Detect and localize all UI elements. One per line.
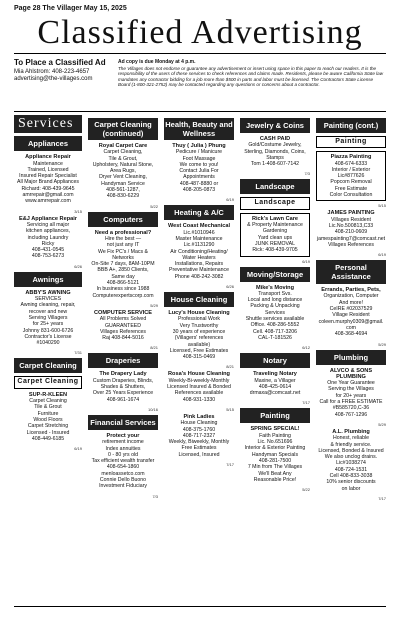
ad-line: House Cleaning — [180, 420, 218, 427]
ad-line: Awning cleaning, repair, — [20, 302, 76, 309]
disclaimer-text: The Villages does not endorse or guarantee any advertisement or insert using space in this paper to reach our readers. It is the responsibility of the users of these services to check references and claims made. Residents, please be aware California State law mandates any contractor bidding for a job more than $500 in parts and labor must be licensed. The Contractors State License Board (1-800-321-2752) may be contacted regarding any questions or concerns about a contractor. — [118, 65, 384, 88]
ad-tag: 5/22 — [302, 487, 310, 493]
column-2 — [88, 115, 158, 605]
ad-line: Handyman Specials — [251, 451, 299, 458]
ad-line: Villages References — [99, 328, 147, 335]
ad-line: Carpet Cleaning — [29, 398, 67, 405]
ad-line: Wood Floors — [33, 416, 63, 423]
section-carpet-cleaning: Carpet Cleaning — [14, 358, 82, 373]
ad-line: Contact Julia For — [179, 168, 219, 175]
ad-line: Licensed, Free Estimates — [169, 347, 229, 354]
ad-line: Water Heaters — [182, 254, 216, 261]
services-heading: Services — [14, 115, 82, 133]
ad-line: & friendly service. — [330, 441, 372, 448]
ad-tag: 5/29 — [378, 421, 386, 427]
ad-line: JAMES PAINTING — [327, 210, 375, 217]
ad-line: 408-210-0609 — [334, 229, 368, 236]
ad-line: 408-561-1287, — [106, 187, 140, 194]
footer-rule — [14, 606, 386, 607]
ad-line: Rick: 408-439-9705 — [252, 247, 298, 254]
ad-line: Licensed, Insured — [178, 451, 220, 458]
ad-line: 408-205-0873 — [182, 187, 216, 194]
ad-line: Stamps — [266, 154, 284, 161]
ad-line: Villages References — [327, 241, 375, 248]
ad-line: amrrepair@gmail.com — [22, 192, 74, 199]
section-house-cleaning: House Cleaning — [164, 292, 234, 307]
ad-line: Cell 408-833-3038 — [329, 472, 373, 479]
ad-line: Rick's Lawn Care — [251, 215, 299, 222]
place-ad-contact: Mia Ahlstrom: 408-223-4657 — [14, 68, 90, 75]
ad-piazza-painting — [316, 151, 386, 201]
ad-line: Village Resident — [332, 312, 370, 319]
ad-line: Color Consultation — [329, 192, 373, 199]
ad-line: 408-431-0545 — [31, 247, 65, 254]
ad-line: Carpet Cleaning, — [103, 149, 143, 156]
ad-tag: 6/26 — [226, 284, 234, 290]
ad-line: Trained, Licensed — [27, 166, 69, 173]
ad-line: We also unclog drains. — [324, 454, 378, 461]
ad-line: menloassetco.com — [101, 470, 145, 477]
ad-line: Reasonable Price! — [253, 476, 297, 483]
ad-line: Pedicure / Manicure — [175, 149, 223, 156]
ad-line: CeIRE #02037529 — [329, 306, 373, 313]
ad-line: Appliance Repair — [25, 154, 71, 161]
ad-line: Lic.#1131290 — [183, 242, 215, 249]
section-painting-continued: Painting (cont.) — [316, 118, 386, 133]
ad-line: Gardening — [262, 228, 288, 235]
ad-james-painting — [316, 210, 386, 248]
ad-line: Hire the best — — [104, 235, 142, 242]
ad-tag: 5/29 — [150, 302, 158, 308]
ad-line: Investment Fiduciary — [99, 483, 147, 490]
ad-rosas-cleaning — [164, 371, 234, 402]
section-appliances: Appliances — [14, 136, 82, 151]
section-awnings: Awnings — [14, 272, 82, 287]
ad-line: Cell. 408-717-3206 — [252, 328, 298, 335]
ad-line: 408-931-1330 — [182, 396, 216, 403]
ad-line: On-Site 7 days, 8AM-10PM — [91, 261, 155, 268]
ad-line: Licensed - Insured — [26, 429, 70, 436]
ad-tag: 8/21 — [150, 345, 158, 351]
ad-tag: 5/15 — [378, 203, 386, 209]
ad-line: COMPUTER SERVICE — [93, 309, 153, 316]
ad-line: Air Conditioning/Heating/ — [170, 248, 228, 255]
ad-line: 408-375-1760 — [182, 426, 216, 433]
ad-line: com — [346, 324, 356, 331]
ad-errands — [316, 287, 386, 337]
ad-line: 7 Min from The Villages — [247, 464, 303, 471]
ad-lucys-cleaning — [164, 310, 234, 360]
ad-line: Weekly-Bi-weekly-Monthly — [168, 377, 230, 384]
ad-line: Transport Svs. — [258, 290, 292, 297]
column-4 — [240, 115, 310, 605]
ad-line: SUP-R-KLEEN — [28, 391, 68, 398]
ad-line: Honest, reliable — [332, 435, 370, 442]
ad-appliance-repair — [14, 154, 82, 204]
ad-line: Thuy ( Julia ) Phung — [172, 143, 226, 149]
ad-line: Same day — [111, 273, 135, 280]
ad-line: One Year Guarantee — [327, 380, 375, 387]
ad-line: Tile & Grout, — [108, 155, 138, 162]
ad-pink-ladies — [164, 414, 234, 458]
ad-line: Mike's Moving — [255, 284, 294, 291]
ad-line: References available — [174, 390, 224, 397]
ad-line: Organization, Computer — [323, 293, 379, 300]
ad-line: We Fix PC's / Macs & — [98, 248, 148, 255]
ad-tag: 6/19 — [378, 252, 386, 258]
place-ad-block — [14, 59, 114, 84]
ad-line: Networks — [112, 254, 134, 261]
ad-line: 408-767-1296 — [334, 411, 368, 418]
ad-line: 408-281-7500 — [258, 457, 292, 464]
ad-line: Serving the Villages — [328, 386, 374, 393]
ad-line: West Coast Mechanical — [167, 223, 231, 230]
ad-line: Packing & Unpacking — [250, 303, 300, 310]
column-3 — [164, 115, 234, 605]
ad-line: #B585720,C-36 — [332, 405, 370, 412]
ad-line: All Major Brand Appliances — [17, 179, 79, 186]
ad-line: Licensed Insured & Bonded — [167, 384, 231, 391]
ad-line: 0 - 80 yrs old — [108, 451, 138, 458]
ad-line: Office. 408-286-5552 — [250, 322, 300, 329]
ad-line: Call for a FREE ESTIMATE — [319, 399, 383, 406]
ad-al-plumbing — [316, 429, 386, 492]
disclaimer — [118, 60, 386, 88]
ad-line: Sterling, Diamonds, Coins, — [244, 148, 306, 155]
ad-line: 408-425-0614 — [258, 383, 292, 390]
ad-line: A.L. Plumbing — [332, 428, 370, 435]
ad-line: Interior / Exterior — [331, 166, 371, 173]
ad-line: #1040290 — [36, 340, 60, 347]
ad-line: including Laundry — [27, 234, 69, 241]
ad-line: And more! — [339, 299, 363, 306]
ad-tag: 3/15 — [74, 208, 82, 214]
ad-line: 408-753-6273 — [31, 253, 65, 260]
ad-line: Yard clean ups — [257, 234, 293, 241]
section-landscape: Landscape — [240, 179, 310, 194]
ad-line: available) — [187, 341, 211, 348]
ad-line: Foot Massage — [182, 155, 216, 162]
ad-line: Errands, Parties, Pets, — [321, 287, 381, 294]
ad-tag: 7/17 — [302, 400, 310, 406]
ad-line: for 25+ years — [32, 321, 64, 328]
ad-retirement-income — [88, 433, 158, 490]
ad-tag: 6/19 — [302, 258, 310, 264]
ad-cash-paid — [240, 136, 310, 167]
section-notary: Notary — [240, 353, 310, 368]
ad-line: 30 years of experience — [172, 328, 226, 335]
ad-line: Lic.No.500813,C33 — [328, 222, 374, 229]
painting-box-heading: Painting — [316, 136, 386, 148]
ad-tag: 6/19 — [74, 446, 82, 452]
ad-tag: 5/22 — [150, 203, 158, 209]
ad-line: ABBY'S AWNING — [25, 289, 71, 296]
ad-line: Custom Draperies, Blinds, — [92, 377, 154, 384]
ad-line: Protect your — [106, 432, 140, 439]
ad-line: Contractor's License — [24, 333, 72, 340]
ad-line: 408-487-8880 or — [179, 180, 219, 187]
ad-line: Maintenance — [33, 160, 63, 167]
ad-tag: 6/12 — [302, 345, 310, 351]
ad-line: In business since 1988 — [96, 286, 150, 293]
title-rule — [14, 53, 386, 54]
section-jewelry-coins: Jewelry & Coins — [240, 118, 310, 133]
ad-line: Tom 1-408-607-7142 — [250, 161, 300, 168]
ad-line: not just any IT — [106, 242, 140, 249]
ad-line: Services — [265, 309, 285, 316]
ad-line: 408-654-1860 — [106, 464, 140, 471]
place-ad-heading: To Place a Classified Ad — [14, 58, 106, 67]
ad-line: Lic#877626 — [337, 173, 365, 180]
ad-line: 408-315-0469 — [182, 354, 216, 361]
ad-line: Appointments — [183, 174, 215, 181]
ad-line: CASH PAID — [259, 136, 291, 142]
ad-traveling-notary — [240, 371, 310, 396]
ad-line: GUARANTEED — [104, 322, 142, 329]
ad-line: Licensed, Bonded & Insured — [318, 447, 384, 454]
ad-tag: 7/3 — [304, 171, 310, 177]
ad-line: Handyman Service — [101, 180, 145, 187]
ad-line: JUNK REMOVAL — [255, 240, 295, 247]
ad-line: Free Estimate — [334, 185, 368, 192]
page-title: Classified Advertising — [37, 14, 363, 51]
ad-abbys-awning — [14, 290, 82, 347]
ad-tag: 10/16 — [147, 406, 158, 412]
ad-line: Shades & Shutters, — [100, 384, 146, 391]
ad-mikes-moving — [240, 285, 310, 342]
ad-line: E&J Appliance Repair — [19, 215, 77, 222]
ad-tag: 5/15 — [226, 406, 234, 412]
ad-tag: 7/31 — [74, 350, 82, 356]
ad-line: Villages Resident — [331, 216, 371, 223]
ad-line: Shuttle services available — [245, 316, 305, 323]
ad-tag: 7/17 — [226, 461, 234, 467]
ad-line: drmaxa@comcast.net — [249, 390, 301, 397]
ad-line: (Villagers' references — [174, 335, 224, 342]
ad-line: 10% senior discounts — [326, 479, 376, 486]
ad-line: Richard: 408-439-9645 — [21, 185, 75, 192]
ad-line: Lic.#1010946 — [183, 229, 215, 236]
ad-west-coast-mechanical — [164, 223, 234, 280]
carpet-cleaning-box-heading: Carpet Cleaning — [14, 376, 82, 388]
ad-line: Piazza Painting — [330, 154, 372, 161]
section-financial-services: Financial Services — [88, 415, 158, 430]
section-rule — [14, 111, 386, 112]
ad-line: Computerexpertscorp.com — [92, 292, 154, 299]
ad-line: Preventative Maintenance — [169, 267, 229, 274]
ad-line: jamespainting7@comcast.net — [316, 235, 386, 242]
ad-line: Tax efficient wealth transfer — [91, 458, 155, 465]
section-health-beauty: Health, Beauty and Wellness — [165, 120, 233, 138]
ad-thuy-phung — [164, 143, 234, 193]
ad-line: Lucy's House Cleaning — [168, 310, 230, 317]
section-computers: Computers — [88, 212, 158, 227]
ad-line: 408-866-5121 — [106, 280, 140, 287]
ad-line: Rosa's House Cleaning — [168, 371, 230, 378]
ad-line: kitchen appliances, — [25, 228, 71, 235]
ad-line: ALVCO & SONS PLUMBING — [329, 367, 373, 380]
ad-line: We come to you! — [179, 161, 219, 168]
ad-line: recover and new — [28, 308, 68, 315]
ad-line: BBB A+, 2850 Clients, — [97, 267, 149, 274]
ad-ej-appliance — [14, 216, 82, 260]
ad-tag: 6/19 — [226, 197, 234, 203]
ad-line: Popcorn Removal — [330, 179, 372, 186]
section-plumbing: Plumbing — [316, 350, 386, 365]
ad-line: Faith Painting — [259, 432, 291, 439]
ad-line: Insured Repair Specialist — [19, 173, 77, 180]
ad-line: Gold/Costume Jewelry, — [248, 142, 302, 149]
ad-line: 408-449-6185 — [31, 435, 65, 442]
ad-line: coleen.murphy0309@gmail. — [318, 318, 384, 325]
ad-line: Traveling Notary — [253, 371, 297, 378]
ad-line: for 20+ years — [335, 392, 367, 399]
ad-line: Area Rugs, — [110, 168, 136, 175]
ad-line: Johnny 831-600-6726 — [22, 327, 74, 334]
column-1 — [14, 115, 82, 605]
ad-line: Installations, Repairs — [174, 261, 224, 268]
ad-line: Weekly, Biweekly, Monthly — [168, 439, 230, 446]
ad-line: Ricky — [41, 240, 55, 247]
ad-ricks-lawn — [240, 213, 310, 257]
ad-line: Free Estimates — [181, 445, 217, 452]
ad-line: Upholstery, Natural Stone, — [92, 161, 154, 168]
section-moving-storage: Moving/Storage — [240, 267, 310, 282]
section-personal-assistance: Personal Assistance — [316, 260, 386, 284]
ad-line: The Drapery Lady — [99, 371, 147, 378]
ad-line: 408-961-1674 — [106, 396, 140, 403]
ad-line: 408-717-2327 — [182, 432, 216, 439]
ad-line: & Property Maintenance — [247, 222, 303, 229]
ad-alvco-plumbing — [316, 368, 386, 418]
ad-sup-r-kleen — [14, 392, 82, 442]
ad-tag: 5/29 — [378, 341, 386, 347]
ad-computer-experts — [88, 230, 158, 299]
section-painting: Painting — [240, 408, 310, 423]
ad-line: Pink Ladies — [183, 413, 215, 420]
ad-line: 408-674-6333 — [334, 160, 368, 167]
ad-line: retirement income — [102, 439, 144, 446]
page-header: Page 28 The Villager May 15, 2025 — [14, 5, 127, 12]
column-5 — [316, 115, 386, 605]
ad-tag: 6/26 — [74, 263, 82, 269]
ad-line: Lic#1038274 — [336, 460, 366, 467]
section-draperies: Draperies — [88, 353, 158, 368]
ad-line: on labor — [341, 485, 361, 492]
ad-line: Tile & Grout — [34, 404, 62, 411]
ad-line: 408-724-1531 — [334, 466, 368, 473]
ad-line: 408-830-6229 — [106, 193, 140, 200]
ad-line: Raj 408-844-5016 — [102, 335, 144, 342]
ad-line: 408-368-4694 — [334, 331, 368, 338]
ad-tag: 7/3 — [152, 493, 158, 499]
copy-deadline: Ad copy is due Monday at 4 p.m. — [118, 59, 196, 65]
ad-line: Local and long distance — [247, 297, 303, 304]
ad-tag: 8/21 — [226, 364, 234, 370]
ad-line: Over 25 Years Experience — [92, 390, 154, 397]
ad-line: Lic. No.651696 — [257, 439, 293, 446]
ad-line: Professional Work — [178, 316, 220, 323]
section-heating-ac: Heating & A/C — [164, 205, 234, 220]
ad-line: SPRING SPECIAL! — [250, 426, 300, 433]
ad-computer-service — [88, 310, 158, 341]
ad-line: Very Trustworthy — [179, 322, 219, 329]
ad-line: Need a professional? — [94, 229, 152, 236]
ad-drapery-lady — [88, 371, 158, 402]
ad-line: Connie Dello Buono — [99, 476, 147, 483]
landscape-box-heading: Landscape — [240, 197, 310, 209]
ad-line: We'll Beat Any — [258, 470, 292, 477]
ad-line: Maxine, a Villager — [254, 377, 296, 384]
ad-royal-carpet — [88, 143, 158, 200]
place-ad-email[interactable]: advertising@the-villages.com — [14, 76, 93, 82]
ad-line: Interior & Exterior Painting — [244, 445, 306, 452]
ad-line: Carpet Stretching — [27, 423, 69, 430]
ad-line: Servicing all major — [26, 221, 70, 228]
ad-line: SERVICES — [34, 296, 62, 303]
ad-line: All Problems Solved — [99, 316, 147, 323]
ad-line: Serving Villagers — [28, 314, 68, 321]
ad-line: Dryer Vent Cleaning, — [99, 174, 147, 181]
ad-line: Furniture — [37, 410, 59, 417]
ad-line: Phone 408-242-3082 — [174, 273, 224, 280]
ad-tag: 7/17 — [378, 495, 386, 501]
ad-line: Index annuities — [105, 445, 141, 452]
section-carpet-cleaning-continued: Carpet Cleaning (continued) — [88, 118, 158, 140]
ad-faith-painting — [240, 426, 310, 483]
ad-line: Master Maintenance — [175, 235, 223, 242]
ad-line: CAL-T-181526 — [258, 334, 292, 341]
ad-line: www.amrrepair.com — [25, 198, 71, 205]
ad-line: Royal Carpet Care — [98, 143, 148, 149]
